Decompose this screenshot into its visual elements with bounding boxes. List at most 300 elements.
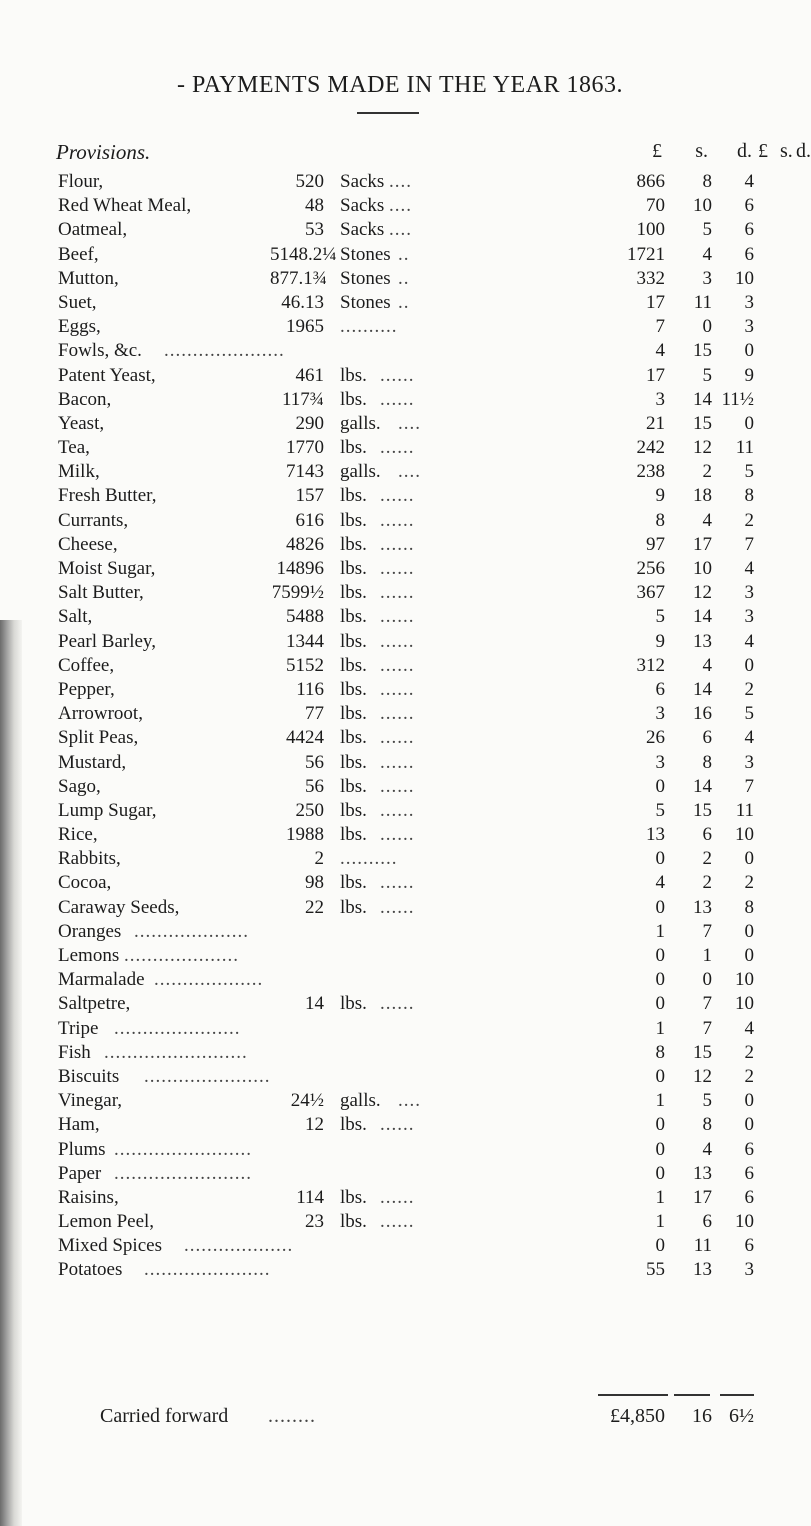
leader-dots: ................... [184, 1235, 294, 1257]
amount-pence: 0 [744, 654, 754, 676]
table-row [0, 992, 800, 1016]
amount-pence: 7 [744, 775, 754, 797]
item-name: Eggs, [58, 316, 101, 338]
item-quantity: 116 [296, 678, 324, 700]
carried-forward-dots: ........ [268, 1405, 316, 1427]
table-row [0, 799, 800, 823]
item-unit: Sacks [340, 171, 385, 192]
table-row [0, 436, 800, 460]
item-name: Patent Yeast, [58, 364, 156, 386]
item-name: Arrowroot, [58, 703, 143, 725]
item-name: Rabbits, [58, 848, 121, 870]
item-name: Mutton, [58, 267, 119, 289]
carried-forward-shillings: 16 [692, 1405, 712, 1427]
leader-dots: ...... [380, 654, 415, 676]
table-row [0, 896, 800, 920]
amount-pence: 6 [744, 1235, 754, 1257]
amount-pounds: 97 [646, 533, 665, 555]
item-name: Rice, [58, 824, 98, 846]
amount-pounds: 367 [636, 582, 665, 604]
amount-pounds: 55 [646, 1259, 665, 1281]
item-name: Bacon, [58, 388, 112, 410]
amount-pence: 2 [744, 509, 754, 531]
item-unit: lbs. [340, 388, 367, 410]
amount-pounds: 1 [655, 1211, 665, 1233]
header-pounds: £ [652, 140, 662, 162]
item-quantity: 56 [305, 775, 324, 797]
item-unit: lbs. [340, 993, 367, 1015]
leader-dots: ...... [380, 437, 415, 459]
amount-shillings: 1 [702, 945, 712, 966]
carried-forward-pounds: £4,850 [610, 1405, 665, 1427]
item-unit: lbs. [340, 896, 367, 918]
item-quantity: 12 [305, 1114, 324, 1136]
amount-shillings: 10 [693, 195, 712, 217]
table-row [0, 823, 800, 847]
amount-shillings: 17 [693, 1186, 712, 1208]
item-quantity: 5148.2¼ [270, 243, 337, 265]
amount-shillings: 15 [693, 340, 712, 362]
leader-dots: .. [398, 291, 410, 313]
table-row [0, 1138, 800, 1162]
leader-dots: .... [389, 195, 412, 217]
table-row [0, 702, 800, 726]
header-pence: d. [737, 140, 752, 162]
amount-pounds: 0 [655, 1138, 665, 1160]
amount-shillings: 14 [693, 775, 712, 797]
table-row [0, 775, 800, 799]
item-name: Milk, [58, 461, 100, 483]
item-name: Sago, [58, 775, 101, 797]
amount-pence: 2 [744, 1041, 754, 1063]
amount-pounds: 0 [655, 1114, 665, 1136]
amount-pounds: 6 [655, 678, 665, 700]
amount-pence: 10 [735, 1211, 754, 1233]
leader-dots: .... [389, 219, 412, 241]
item-unit: Stones [340, 291, 391, 313]
table-row [0, 1162, 800, 1186]
item-name: Potatoes [58, 1259, 123, 1281]
table-row [0, 267, 800, 291]
table-row [0, 944, 800, 968]
amount-pence: 2 [744, 1065, 754, 1087]
leader-dots: ...... [380, 606, 415, 628]
table-row [0, 218, 800, 242]
amount-pence: 6 [744, 243, 754, 265]
amount-shillings: 12 [693, 1065, 712, 1087]
item-name: Pepper, [58, 678, 115, 700]
amount-shillings: 14 [693, 388, 712, 410]
amount-shillings: 13 [693, 1162, 712, 1184]
leader-dots: .... [398, 1090, 421, 1112]
table-row [0, 364, 800, 388]
amount-pounds: 4 [655, 872, 665, 894]
amount-pence: 11 [735, 437, 754, 459]
amount-pence: 4 [744, 171, 754, 192]
leader-dots: ...... [380, 509, 415, 531]
item-quantity: 53 [305, 219, 324, 241]
amount-pounds: 7 [655, 316, 665, 338]
item-quantity: 24½ [290, 1090, 324, 1112]
leader-dots: .......... [340, 848, 398, 870]
amount-shillings: 6 [702, 1211, 712, 1233]
leader-dots: .... [398, 461, 421, 483]
leader-dots: ...................... [114, 1017, 241, 1039]
item-quantity: 14896 [276, 558, 324, 579]
leader-dots: .................... [134, 920, 249, 942]
table-row [0, 339, 800, 363]
item-quantity: 250 [295, 799, 324, 821]
table-row [0, 751, 800, 775]
item-name: Split Peas, [58, 727, 139, 749]
item-name: Plums [58, 1138, 106, 1160]
item-quantity: 48 [305, 195, 324, 217]
item-unit: lbs. [340, 606, 367, 628]
item-unit: Stones [340, 267, 391, 289]
item-name: Lemons [58, 945, 120, 966]
table-row [0, 678, 800, 702]
table-row [0, 170, 800, 194]
table-row [0, 194, 800, 218]
leader-dots: ...... [380, 582, 415, 604]
item-quantity: 877.1¾ [270, 267, 327, 289]
item-unit: lbs. [340, 751, 367, 773]
item-quantity: 46.13 [281, 291, 324, 313]
item-quantity: 2 [314, 848, 324, 870]
leader-dots: ...... [380, 799, 415, 821]
leader-dots: ...... [380, 872, 415, 894]
leader-dots: ...... [380, 1114, 415, 1136]
item-unit: lbs. [340, 509, 367, 531]
item-quantity: 117¾ [281, 388, 324, 410]
amount-pounds: 1 [655, 1186, 665, 1208]
item-quantity: 23 [305, 1211, 324, 1233]
amount-shillings: 13 [693, 1259, 712, 1281]
amount-pounds: 866 [636, 171, 665, 192]
amount-pence: 4 [744, 727, 754, 749]
amount-pence: 3 [744, 316, 754, 338]
amount-shillings: 5 [702, 219, 712, 241]
item-quantity: 1344 [286, 630, 324, 652]
table-row [0, 412, 800, 436]
amount-pence: 8 [744, 485, 754, 507]
amount-shillings: 3 [702, 267, 712, 289]
amount-pounds: 3 [655, 388, 665, 410]
leader-dots: .... [389, 171, 412, 192]
amount-pounds: 0 [655, 1162, 665, 1184]
amount-pence: 6 [744, 1162, 754, 1184]
item-name: Moist Sugar, [58, 558, 156, 579]
amount-pounds: 70 [646, 195, 665, 217]
amount-shillings: 15 [693, 412, 712, 434]
item-name: Mustard, [58, 751, 127, 773]
amount-shillings: 16 [693, 703, 712, 725]
item-quantity: 5152 [286, 654, 324, 676]
leader-dots: ...... [380, 1186, 415, 1208]
item-quantity: 157 [295, 485, 324, 507]
item-name: Yeast, [58, 412, 105, 434]
amount-pounds: 4 [655, 340, 665, 362]
table-row [0, 1113, 800, 1137]
amount-pounds: 17 [646, 364, 665, 386]
leader-dots: ...... [380, 630, 415, 652]
leader-dots: .......... [340, 316, 398, 338]
amount-pounds: 3 [655, 703, 665, 725]
amount-shillings: 4 [702, 1138, 712, 1160]
leader-dots: ........................ [114, 1138, 252, 1160]
amount-shillings: 18 [693, 485, 712, 507]
amount-pounds: 0 [655, 969, 665, 991]
amount-shillings: 4 [702, 654, 712, 676]
header-outer-pounds: £ [758, 140, 768, 162]
amount-pence: 2 [744, 872, 754, 894]
amount-pence: 6 [744, 195, 754, 217]
amount-pounds: 1 [655, 1090, 665, 1112]
item-unit: lbs. [340, 630, 367, 652]
amount-pence: 3 [744, 751, 754, 773]
amount-shillings: 4 [702, 243, 712, 265]
amount-pence: 3 [744, 291, 754, 313]
amount-pence: 4 [744, 558, 754, 579]
leader-dots: ...... [380, 1211, 415, 1233]
amount-shillings: 17 [693, 533, 712, 555]
amount-pence: 0 [744, 1090, 754, 1112]
amount-pounds: 1 [655, 1017, 665, 1039]
item-name: Suet, [58, 291, 97, 313]
item-quantity: 114 [296, 1186, 324, 1208]
item-unit: lbs. [340, 654, 367, 676]
item-name: Pearl Barley, [58, 630, 156, 652]
amount-pence: 5 [744, 461, 754, 483]
leader-dots: ...... [380, 533, 415, 555]
amount-pounds: 3 [655, 751, 665, 773]
item-name: Fowls, &c. [58, 340, 142, 362]
item-name: Fish [58, 1041, 91, 1063]
total-rule-shillings [674, 1394, 710, 1396]
amount-pounds: 0 [655, 993, 665, 1015]
table-row [0, 871, 800, 895]
item-unit: lbs. [340, 364, 367, 386]
item-unit: lbs. [340, 703, 367, 725]
amount-shillings: 7 [702, 920, 712, 942]
item-name: Ham, [58, 1114, 100, 1136]
amount-shillings: 11 [693, 291, 712, 313]
amount-pounds: 9 [655, 485, 665, 507]
item-quantity: 1988 [286, 824, 324, 846]
item-name: Salt Butter, [58, 582, 144, 604]
amount-shillings: 15 [693, 799, 712, 821]
table-row [0, 1186, 800, 1210]
item-quantity: 14 [305, 993, 324, 1015]
leader-dots: .. [398, 267, 410, 289]
amount-shillings: 0 [702, 316, 712, 338]
item-quantity: 461 [295, 364, 324, 386]
amount-shillings: 2 [702, 461, 712, 483]
table-row [0, 533, 800, 557]
amount-shillings: 7 [702, 1017, 712, 1039]
header-outer-pence: d. [796, 140, 811, 162]
item-unit: lbs. [340, 872, 367, 894]
item-name: Vinegar, [58, 1090, 123, 1112]
carried-forward-pence: 6½ [729, 1405, 754, 1427]
leader-dots: ...................... [144, 1259, 271, 1281]
item-unit: lbs. [340, 582, 367, 604]
amount-pounds: 8 [655, 509, 665, 531]
amount-pounds: 0 [655, 1065, 665, 1087]
total-rule-pounds [598, 1394, 668, 1396]
amount-shillings: 11 [693, 1235, 712, 1257]
item-name: Marmalade [58, 969, 145, 991]
amount-pence: 11½ [721, 388, 754, 410]
amount-shillings: 2 [702, 872, 712, 894]
item-unit: lbs. [340, 1211, 367, 1233]
amount-shillings: 12 [693, 582, 712, 604]
item-quantity: 56 [305, 751, 324, 773]
leader-dots: .................... [124, 945, 239, 966]
leader-dots: ........................ [114, 1162, 252, 1184]
item-name: Flour, [58, 171, 104, 192]
leader-dots: ...... [380, 558, 415, 579]
item-name: Saltpetre, [58, 993, 131, 1015]
table-row [0, 726, 800, 750]
table-row [0, 1065, 800, 1089]
amount-pence: 4 [744, 1017, 754, 1039]
leader-dots: .. [398, 243, 410, 265]
amount-pence: 11 [735, 799, 754, 821]
item-unit: lbs. [340, 727, 367, 749]
leader-dots: ...... [380, 727, 415, 749]
item-name: Raisins, [58, 1186, 119, 1208]
item-unit: lbs. [340, 533, 367, 555]
leader-dots: ...................... [144, 1065, 271, 1087]
item-unit: lbs. [340, 1186, 367, 1208]
amount-pounds: 8 [655, 1041, 665, 1063]
amount-pounds: 312 [636, 654, 665, 676]
item-unit: galls. [340, 1090, 381, 1112]
amount-shillings: 13 [693, 630, 712, 652]
amount-pence: 7 [744, 533, 754, 555]
table-row [0, 388, 800, 412]
amount-pence: 0 [744, 1114, 754, 1136]
amount-pounds: 0 [655, 896, 665, 918]
amount-pounds: 238 [636, 461, 665, 483]
amount-pounds: 13 [646, 824, 665, 846]
leader-dots: ...... [380, 751, 415, 773]
table-row [0, 630, 800, 654]
table-row [0, 1089, 800, 1113]
leader-dots: ...... [380, 364, 415, 386]
amount-pounds: 0 [655, 848, 665, 870]
item-unit: galls. [340, 461, 381, 483]
item-name: Currants, [58, 509, 129, 531]
amount-pence: 0 [744, 848, 754, 870]
item-quantity: 290 [295, 412, 324, 434]
table-row [0, 557, 800, 581]
amount-pence: 10 [735, 267, 754, 289]
leader-dots: ......................... [104, 1041, 248, 1063]
amount-shillings: 8 [702, 1114, 712, 1136]
amount-pence: 0 [744, 920, 754, 942]
amount-pence: 0 [744, 340, 754, 362]
table-row [0, 243, 800, 267]
header-outer-shillings: s. [780, 140, 793, 162]
item-name: Oatmeal, [58, 219, 128, 241]
amount-pence: 5 [744, 703, 754, 725]
item-quantity: 77 [305, 703, 324, 725]
amount-pounds: 0 [655, 775, 665, 797]
amount-pence: 6 [744, 1186, 754, 1208]
item-unit: lbs. [340, 824, 367, 846]
amount-pounds: 5 [655, 606, 665, 628]
item-name: Cheese, [58, 533, 118, 555]
title-rule [357, 112, 419, 114]
leader-dots: ...... [380, 824, 415, 846]
table-row [0, 1041, 800, 1065]
item-name: Fresh Butter, [58, 485, 157, 507]
item-name: Mixed Spices [58, 1235, 162, 1257]
leader-dots: ...... [380, 388, 415, 410]
leader-dots: .... [398, 412, 421, 434]
item-name: Cocoa, [58, 872, 112, 894]
item-name: Oranges [58, 920, 122, 942]
leader-dots: ...... [380, 775, 415, 797]
table-row [0, 460, 800, 484]
amount-shillings: 10 [693, 558, 712, 579]
amount-shillings: 5 [702, 1090, 712, 1112]
table-row [0, 1258, 800, 1282]
item-name: Red Wheat Meal, [58, 195, 192, 217]
item-unit: galls. [340, 412, 381, 434]
leader-dots: ...... [380, 678, 415, 700]
item-quantity: 98 [305, 872, 324, 894]
table-row [0, 1234, 800, 1258]
item-quantity: 1770 [286, 437, 324, 459]
amount-pence: 10 [735, 993, 754, 1015]
leader-dots: ..................... [164, 340, 285, 362]
amount-pence: 3 [744, 582, 754, 604]
item-quantity: 22 [305, 896, 324, 918]
table-row [0, 509, 800, 533]
amount-pounds: 1 [655, 920, 665, 942]
table-row [0, 315, 800, 339]
amount-shillings: 15 [693, 1041, 712, 1063]
amount-pounds: 26 [646, 727, 665, 749]
amount-shillings: 8 [702, 751, 712, 773]
item-name: Lemon Peel, [58, 1211, 155, 1233]
carried-forward-label: Carried forward [100, 1405, 229, 1427]
amount-shillings: 8 [702, 171, 712, 192]
item-quantity: 7599½ [271, 582, 324, 604]
amount-shillings: 6 [702, 727, 712, 749]
amount-shillings: 13 [693, 896, 712, 918]
table-row [0, 1210, 800, 1234]
item-name: Lump Sugar, [58, 799, 157, 821]
amount-shillings: 7 [702, 993, 712, 1015]
item-quantity: 4826 [286, 533, 324, 555]
amount-pounds: 256 [636, 558, 665, 579]
amount-pence: 4 [744, 630, 754, 652]
header-shillings: s. [695, 140, 708, 162]
leader-dots: ...... [380, 703, 415, 725]
amount-shillings: 5 [702, 364, 712, 386]
amount-pounds: 5 [655, 799, 665, 821]
item-unit: lbs. [340, 437, 367, 459]
item-name: Paper [58, 1162, 102, 1184]
item-name: Salt, [58, 606, 93, 628]
item-unit: lbs. [340, 775, 367, 797]
item-unit: lbs. [340, 678, 367, 700]
amount-pence: 6 [744, 219, 754, 241]
